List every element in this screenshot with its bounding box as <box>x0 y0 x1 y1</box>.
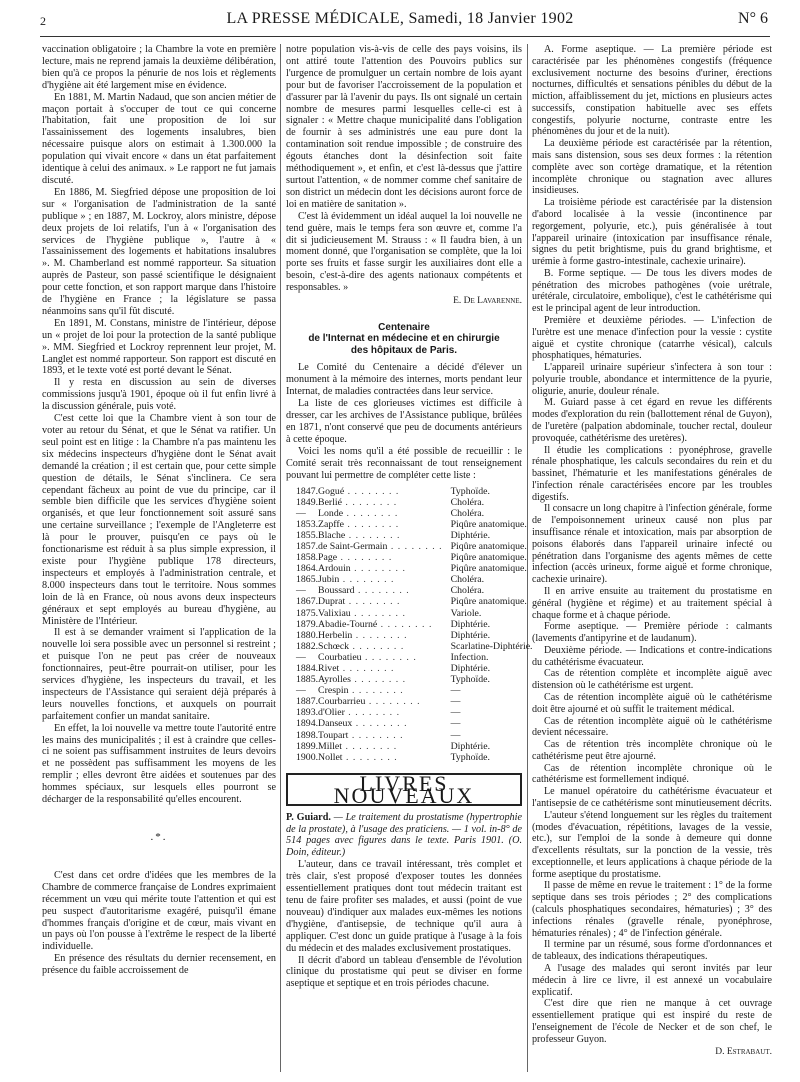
book-citation: — Le traitement du prostatisme (hypertrophie de la prostate), à l'usage des praticiens. — 1 vol. in-8° de 514 pages avec figures dans le texte. Paris 1901. (O. Doin, éditeur.) <box>286 811 522 859</box>
victim-row <box>286 730 533 741</box>
victim-cause: Diphtérie. <box>450 529 491 541</box>
victim-year: 1879. <box>296 618 319 630</box>
livres-nouveaux-banner: LIVRES NOUVEAUX <box>286 773 522 806</box>
paragraph: B. Forme septique. — De tous les divers modes de pénétration des microbes pathogènes (voie urétrale, urétérale, circulatoire, embolique), c'est le cathétérisme qui est le principal agent de leur introduction. <box>532 267 772 315</box>
victim-year: 1900. <box>296 751 319 763</box>
victim-name: Boussard . . . <box>318 585 443 596</box>
paragraph: C'est dire que rien ne manque à cet ouvrage essentiellement pratique qui est inspiré du reste de l'enseignement de l'école de Necker et de son chef, le professeur Guyon. <box>532 998 772 1045</box>
page-header <box>0 6 800 34</box>
victim-name: de Saint-Germain . . . <box>318 541 443 552</box>
paragraph: vaccination obligatoire ; la Chambre la vote en première lecture, mais ne reprend jamais la deuxième délibération, bien qu'à ce propos la pénurie de nos lois et règlements d'hygiène ait été largement mise en évidence. <box>42 44 276 91</box>
victim-name: Schœck . . . <box>318 641 443 652</box>
victim-year: 1894. <box>296 718 319 730</box>
column-left <box>42 44 276 977</box>
victim-row <box>286 630 533 641</box>
paragraph: L'auteur, dans ce travail intéressant, très complet et très clair, s'est proposé d'exposer toutes les données essentiellement pratiques dont tout médecin traitant est tenu de faire profiter ses malades, et aussi (point de vue nouveau) d'indiquer aux malades eux-mêmes les notions d'hygiène, d'antisepsie, de technique qu'il aura à appliquer. C'est donc un guide pratique à l'usage à la fois du médecin et des malades exclusivement prostatiques. <box>286 859 522 954</box>
victim-row <box>286 652 533 663</box>
victim-year: — <box>296 685 306 697</box>
page-number: 2 <box>40 14 46 28</box>
paragraph: M. Guiard passe à cet égard en revue les différents modes d'exploration du rein (ballottement rénal de Guyon), de l'uretère (palpation abdominale, toucher rectal, douleur provoquée, cathétérisme des uretères). <box>532 397 772 444</box>
victim-row <box>286 641 533 652</box>
victim-cause: — <box>450 718 461 730</box>
victim-cause: — <box>450 729 461 741</box>
victim-row <box>286 552 533 563</box>
column-divider-1 <box>280 44 281 1072</box>
victim-row <box>286 663 533 674</box>
victim-row <box>286 685 533 696</box>
victim-cause: Diphtérie. <box>450 663 491 674</box>
column-middle <box>286 44 533 990</box>
paragraph: Il consacre un long chapitre à l'infection générale, forme de l'empoisonnement urineux causé non plus par insuffisance rénale et intoxication, mais par absorption de poisons élaborés dans l'appareil urinaire infecté ou pénétration dans l'organisme des agents mêmes de cette infection (accès urineux, forme aiguë et forme chronique, cachexie urinaire). <box>532 503 772 586</box>
victim-row <box>286 707 533 718</box>
section-heading: Centenaire de l'Internat en médecine et en chirurgie des hôpitaux de Paris. <box>308 321 500 356</box>
victim-name: Rivet . . . <box>318 663 443 674</box>
victim-name: Ardouin . . . <box>318 563 443 574</box>
paragraph: L'appareil urinaire supérieur s'infectera à son tour : polyurie trouble, abondance et intermittence de la pyurie, oligurie, anurie, douleur rénale. <box>532 362 772 397</box>
victim-row <box>286 696 533 707</box>
victim-name: Berlié . . . <box>318 497 443 508</box>
victim-year: 1857. <box>296 540 319 552</box>
victim-row <box>286 608 533 619</box>
paragraph: La troisième période est caractérisée par la distension d'abord localisée à la vessie (incontinence par regorgement, polyurie, etc.), puis généralisée à tout l'appareil urinaire (intoxication par insuffisance rénale, signes du petit brightisme, puis du grand brightisme, et urémie à forme gastro-intestinale, cachexie urinaire). <box>532 197 772 268</box>
victim-year: 1882. <box>296 640 319 652</box>
paragraph: Deuxième période. — Indications et contre-indications du cathétérisme évacuateur. <box>532 644 772 668</box>
victim-name: Gogué . . . <box>318 486 443 497</box>
book-author: P. Guiard. <box>286 811 331 823</box>
victim-name: Danseux . . . <box>318 718 443 729</box>
victim-row <box>286 596 533 607</box>
author-signature: E. De Lavarenne. <box>453 296 522 307</box>
victim-row <box>286 718 533 729</box>
victim-cause: Typhoïde. <box>450 751 490 763</box>
paragraph: Forme aseptique. — Première période : calmants (lavements d'antipyrine et de laudanum). <box>532 621 772 645</box>
victim-year: — <box>296 651 306 663</box>
paragraph: Voici les noms qu'il a été possible de recueillir : le Comité serait très reconnaissant de tout renseignement pouvant lui permettre de compléter cette liste : <box>286 445 522 481</box>
victim-name: Blache . . . <box>318 530 443 541</box>
victim-cause: Diphtérie. <box>450 629 491 641</box>
victim-year: 1893. <box>296 707 319 719</box>
paragraph: Cas de rétention incomplète chronique où le cathétérisme est formellement indiqué. <box>532 762 772 786</box>
paragraph: C'est dans cet ordre d'idées que les membres de la Chambre de commerce française de Londres exprimaient récemment un vœu qui mérite toute l'attention et qui est peu suspect d'autoritarisme exagéré, puisqu'il émane d'hommes français d'origine et de cœur, mais vivant en un pays où l'on pousse à l'extrême le respect de la liberté individuelle. <box>42 869 276 953</box>
paragraph: A l'usage des malades qui seront invités par leur médecin à lire ce livre, il est annexé un vocabulaire explicatif. <box>532 962 772 998</box>
victim-year: 1847. <box>296 485 319 497</box>
victim-row <box>286 741 533 752</box>
victim-year: 1875. <box>296 607 319 619</box>
paragraph: notre population vis-à-vis de celle des pays voisins, ils ont attiré toute l'attention des Pouvoirs publics sur l'urgence de promulguer un certain nombre de lois ayant pour but de favoriser l'accroissement de la population et d'assurer par là l'avenir du pays. Ils ont signalé un certain nombre de mesures parmi lesquelles celle-ci est à signaler : « Mettre chaque municipalité dans l'obligation de fournir à ses administrés une eau pure dont la contamination soit rendue impossible ; de construire des égouts étanches dont la désinfection soit faite méthodiquement », et enfin, et c'est là-dessus que j'attire surtout l'attention, « de nommer comme chef sanitaire de son district un médecin dont les décisions auront force de loi en matière de sanitation ». <box>286 44 522 210</box>
victim-cause: Typhoïde. <box>450 485 490 497</box>
paragraph: En effet, la loi nouvelle va mettre toute l'autorité entre les mains des municipalités ; il est à craindre que celles-ci ne soient pas suffisamment instruites de leurs devoirs et ne possèdent pas suffisamment les moyens de les remplir ; elles devront être aidées et soutenues par des hommes spéciaux, sur lesquels elles pourront se décharger de la responsabilité qu'elles encourent. <box>42 722 276 806</box>
victim-year: — <box>296 507 306 519</box>
victim-name: Page . . . <box>318 552 443 563</box>
victim-cause: Choléra. <box>450 507 485 519</box>
paragraph: La liste de ces glorieuses victimes est difficile à dresser, car les archives de l'Assistance publique, brûlées en 1871, n'ont conservé que peu de documents antérieurs à cette époque. <box>286 398 522 445</box>
victim-year: 1864. <box>296 563 319 575</box>
book-reference <box>286 812 522 860</box>
victim-row <box>286 585 533 596</box>
victim-name: Zapffe . . . <box>318 519 443 530</box>
victim-name: Millet . . . <box>318 741 443 752</box>
victim-name: Toupart . . . <box>318 730 443 741</box>
victim-name: Nollet . . . <box>318 752 443 763</box>
victim-cause: — <box>450 685 461 697</box>
victim-row <box>286 497 533 508</box>
paragraph: Il étudie les complications : pyonéphrose, gravelle rénale phosphatique, les calculs secondaires du rein et du bassinet, l'hématurie et les manifestations générales de l'infection rénale caractérisées encore par les troubles digestifs. <box>532 444 772 503</box>
victim-year: 1858. <box>296 552 319 564</box>
paragraph: Il passe de même en revue le traitement : 1° de la forme septique dans ses trois périodes ; 2° des complications (calculs phosphatiques secondaires, hématuries) ; 3° des infections rénales (gravelle rénale, pyonéphrose, hématuries rénales) ; 4° de l'infection générale. <box>532 880 772 939</box>
paragraph: Cas de rétention incomplète aiguë où le cathétérisme devient nécessaire. <box>532 715 772 739</box>
victim-cause: Variole. <box>450 607 482 619</box>
victim-cause: Diphtérie. <box>450 618 491 630</box>
victim-name: Ayrolles . . . <box>318 674 443 685</box>
victim-row <box>286 486 533 497</box>
victim-name: Courbarrieu . . . <box>318 696 443 707</box>
victims-table <box>286 486 533 763</box>
victim-cause: Diphtérie. <box>450 740 491 752</box>
column-right <box>532 44 772 1059</box>
header-rule <box>40 36 770 37</box>
paragraph: En 1891, M. Constans, ministre de l'intérieur, dépose un « projet de loi pour la protection de la santé publique ». MM. Siegfried et Lockroy reprennent leur projet, M. Langlet est nommé rapporteur. Son rapport est discuté en 1893, et le texte voté est porté devant le Sénat. <box>42 317 276 377</box>
paragraph: Il est à se demander vraiment si l'application de la nouvelle loi sera possible avec un personnel si restreint ; et puisque l'on ne peut pas créer de nouveaux fonctionnaires, peut-être pourrait-on utiliser, pour les services d'hygiène, les inspecteurs du travail, et les inspecteurs de l'Assistance qui seraient déjà préparés à leurs nouvelles fonctions, et auxquels on pourrait parfaitement confier un mandat sanitaire. <box>42 627 276 722</box>
victim-row <box>286 508 533 519</box>
victim-cause: Choléra. <box>450 585 485 597</box>
victim-cause: Scarlatine-Diphtérie. <box>450 640 533 652</box>
victim-year: 1898. <box>296 729 319 741</box>
victim-year: 1880. <box>296 629 319 641</box>
victim-cause: Piqûre anatomique. <box>450 540 527 552</box>
victim-row <box>286 541 533 552</box>
victim-cause: Piqûre anatomique. <box>450 596 527 608</box>
victim-cause: — <box>450 707 461 719</box>
victim-name: Duprat . . . <box>318 596 443 607</box>
victim-year: 1899. <box>296 740 319 752</box>
victim-row <box>286 752 533 763</box>
victim-year: 1865. <box>296 574 319 586</box>
victim-year: 1849. <box>296 496 319 508</box>
victim-name: d'Olier . . . <box>318 707 443 718</box>
victim-year: 1885. <box>296 674 319 686</box>
victim-row <box>286 519 533 530</box>
victim-name: Abadie-Tourné . . . <box>318 619 443 630</box>
victim-year: 1855. <box>296 529 319 541</box>
paragraph: Cas de rétention très incomplète chronique où le cathétérisme peut être ajourné. <box>532 739 772 762</box>
paragraph: C'est là évidemment un idéal auquel la loi nouvelle ne tend guère, mais le temps fera son œuvre et, comme l'a dit si judicieusement M. Strauss : « Il faudra bien, à un moment donné, que l'organisation se complète, que la loi porte ses fruits et fasse surgir les auxiliaires dont elle a besoin, c'est-à-dire des agents nationaux compétents et responsables. » <box>286 210 522 294</box>
victim-year: 1887. <box>296 696 319 708</box>
victim-row <box>286 574 533 585</box>
paragraph: Il termine par un résumé, sous forme d'ordonnances et de tableaux, des indications thérapeutiques. <box>532 939 772 963</box>
paragraph: En présence des résultats du dernier recensement, en présence du faible accroissement de <box>42 953 276 977</box>
victim-cause: — <box>450 696 461 708</box>
journal-title: LA PRESSE MÉDICALE, Samedi, 18 Janvier 1902 <box>226 10 574 27</box>
victim-row <box>286 530 533 541</box>
victim-name: Londe . . . <box>318 508 443 519</box>
paragraph: C'est cette loi que la Chambre vient à son tour de voter au retour du Sénat, et que le Sénat va ratifier. Un seul point est en litige : la Chambre n'a pas maintenu les six médecins inspecteurs d'hygiène dont le Sénat avait demandé la création ; il est certain que, pour cette simple question de détails, le Sénat s'inclinera. Ce sera cependant fâcheux au point de vue du principe, car il semble bien difficile que les services d'hygiène soient organisés, et que leur fonctionnement soit assuré sans une certaine surveillance ; l'exemple de l'Angleterre est là pour le prouver, puisqu'en ce pays où le fonctionarisme est réduit à sa plus simple expression, il existe pour l'hygiène publique 178 directeurs, inspecteurs et employés à l'administration centrale, et 8.000 inspecteurs dans tout le territoire. Nous sommes loin de là en France, où nous avons deux inspecteurs généraux et sept employés au bureau d'hygiène, au Ministère de l'Intérieur. <box>42 413 276 627</box>
victim-row <box>286 563 533 574</box>
victim-year: 1867. <box>296 596 319 608</box>
paragraph: L'auteur s'étend longuement sur les règles du traitement (modes d'évacuation, répétitions, lavages de la vessie, etc.), sur l'emploi de la sonde à demeure qui donne d'excellents résultats, sur la ponction de la vessie, très exceptionnelle, et leurs applications à chaque période de la forme aseptique du prostatisme. <box>532 809 772 880</box>
paragraph: Il y resta en discussion au sein de diverses commissions jusqu'à 1901, époque où il fut enfin livré à la discussion générale, puis voté. <box>42 377 276 413</box>
victim-name: Herbelin . . . <box>318 630 443 641</box>
paragraph: Le manuel opératoire du cathétérisme évacuateur et l'antisepsie de ce cathétérisme sont minutieusement décrits. <box>532 786 772 809</box>
victim-cause: Infection. <box>450 651 489 663</box>
issue-number: N° 6 <box>738 10 768 27</box>
victim-name: Valixiau . . . <box>318 608 443 619</box>
victim-year: 1884. <box>296 663 319 674</box>
paragraph: Le Comité du Centenaire a décidé d'élever un monument à la mémoire des internes, morts pendant leur Internat, de maladies contractées dans leur service. <box>286 362 522 398</box>
victim-cause: Piqûre anatomique. <box>450 518 527 530</box>
victim-name: Jubin . . . <box>318 574 443 585</box>
victim-row <box>286 619 533 630</box>
paragraph: Cas de rétention incomplète aiguë où le cathétérisme doit être ajourné et où suffit le traitement médical. <box>532 691 772 715</box>
victim-cause: Piqûre anatomique. <box>450 552 527 564</box>
victim-cause: Choléra. <box>450 574 485 586</box>
paragraph: Cas de rétention complète et incomplète aiguë avec distension où le cathétérisme est urgent. <box>532 668 772 692</box>
paragraph: En 1881, M. Martin Nadaud, que son ancien métier de maçon portait à s'occuper de tout ce qui concerne l'habitation, fait une proposition de loi sur l'assainissement des logements insalubres, bien nécessaire puisque alors on estimait à 1.300.000 la population qui vivait encore « dans un état parfaitement identique à celui des animaux. » Le rapport ne fut jamais discuté. <box>42 91 276 186</box>
victim-name: Crespin . . . <box>318 685 443 696</box>
section-asterism: .*. <box>150 831 168 843</box>
victim-year: — <box>296 585 306 597</box>
paragraph: En 1886, M. Siegfried dépose une proposition de loi sur « l'organisation de l'administration de la santé publique » ; en 1887, M. Lockroy, alors ministre, dépose deux projets de loi relatifs, l'un à « l'organisation des services de l'hygiène publique », l'autre à « l'assainissement des logements et habitations insalubres ». M. Chamberland est nommé rapporteur. Sa situation auprès de Pasteur, son passé scientifique le désignaient pour cette fonction, et son rapport marque dans l'histoire de l'hygiène en France ; la législature se passa néanmoins sans qu'il fût discuté. <box>42 186 276 317</box>
victim-cause: Piqûre anatomique. <box>450 563 527 575</box>
victim-name: Courbatieu . . . <box>318 652 443 663</box>
paragraph: A. Forme aseptique. — La première période est caractérisée par les phénomènes congestifs (fréquence exclusivement nocturne des besoins d'uriner, érections nocturnes, difficultés et sensations pénibles du début de la miction, affaiblissement du jet, mictions en plusieurs actes successifs, constipation habituelle avec ses effets congestifs, polyurie nocturne, contraste entre les phénomènes du jour et de la nuit). <box>532 44 772 138</box>
victim-row <box>286 674 533 685</box>
paragraph: Il en arrive ensuite au traitement du prostatisme en général (hygiène et régime) et au traitement spécial à chaque forme et à chaque période. <box>532 585 772 621</box>
paragraph: La deuxième période est caractérisée par la rétention, mais sans distension, sous ses deux formes : la rétention complète avec son cortège dramatique, et la rétention incomplète chronique ou stagnation avec allures insidieuses. <box>532 138 772 197</box>
paragraph: Première et deuxième périodes. — L'infection de l'urètre est une menace d'infection pour la vessie : cystite aiguë et cystite chronique (catarrhe vésical), calculs phosphatiques, hématuries. <box>532 314 772 362</box>
victim-cause: Typhoïde. <box>450 674 490 686</box>
victim-year: 1853. <box>296 518 319 530</box>
paragraph: Il décrit d'abord un tableau d'ensemble de l'évolution clinique du prostatisme qui peut se diviser en forme aseptique et septique et en trois périodes chacune. <box>286 954 522 990</box>
victim-cause: Choléra. <box>450 496 485 508</box>
author-signature: D. Estrabaut. <box>715 1047 772 1058</box>
